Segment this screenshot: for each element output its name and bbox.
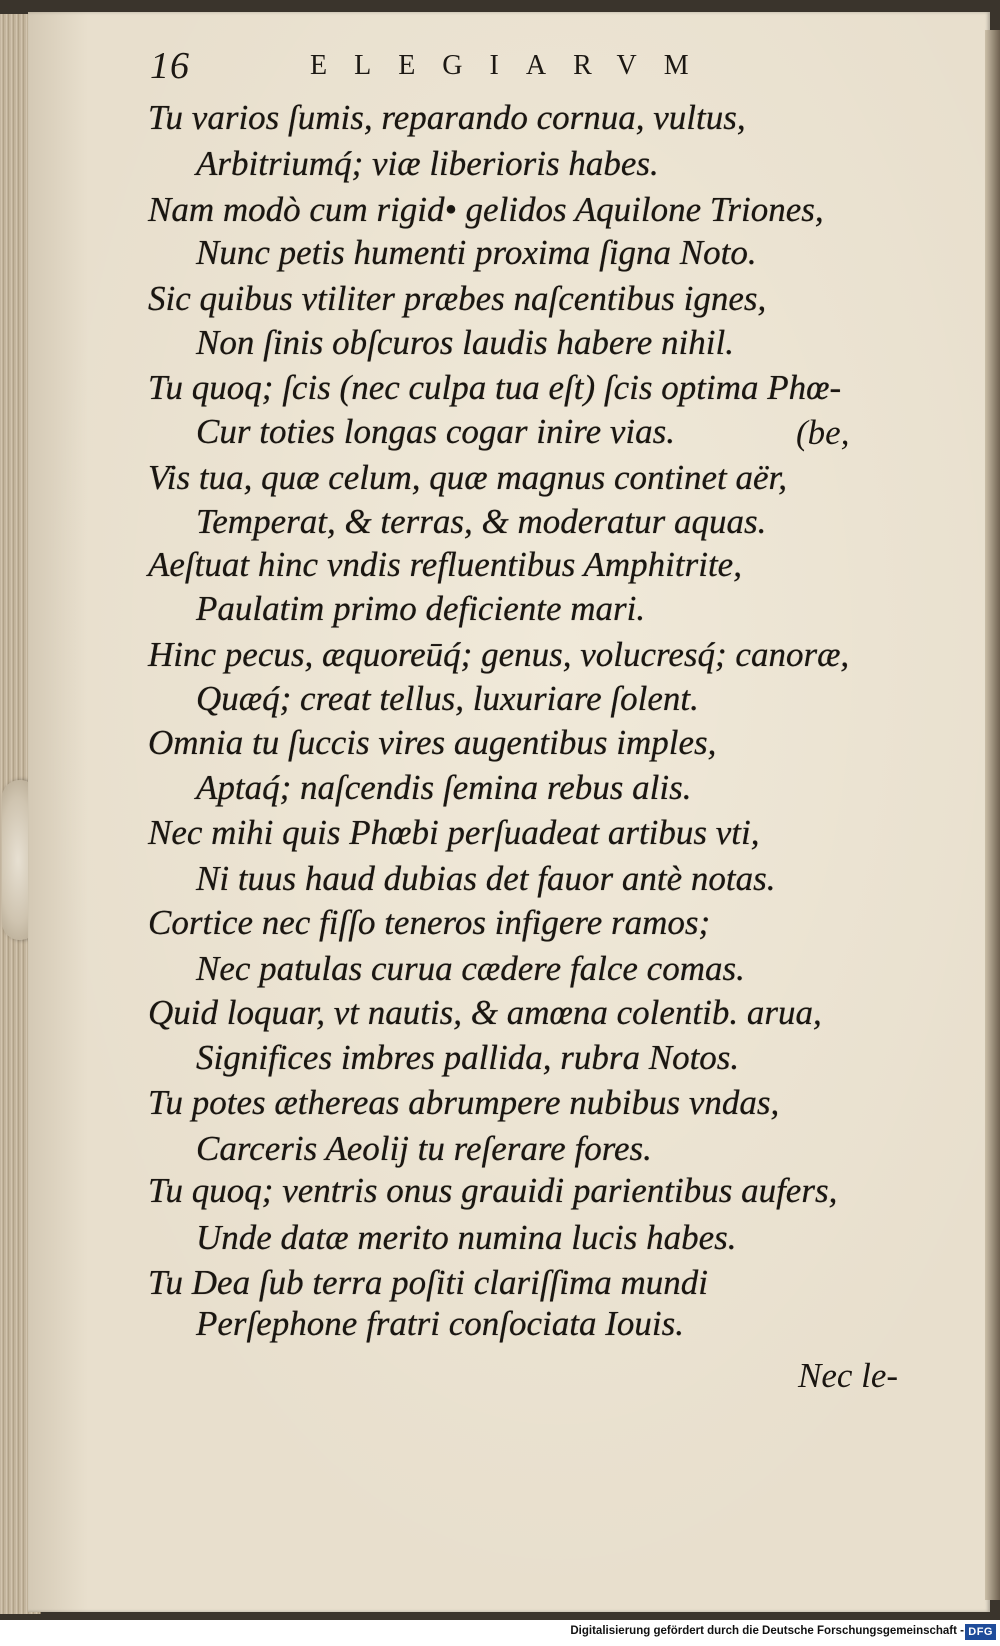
verse-line: Tu varios ſumis, reparando cornua, vultus, [148,98,746,137]
verse-line: Sic quibus vtiliter præbes naſcentibus ignes, [148,279,767,318]
verse-line: Cortice nec fiſſo teneros infigere ramos; [148,903,711,942]
verse-line: Aptaq́; naſcendis ſemina rebus alis. [196,768,692,807]
verse-line: Tu Dea ſub terra poſiti clariſſima mundi [148,1263,709,1302]
page-right-edge [985,30,1000,1600]
verse-line: Carceris Aeolij tu reſerare fores. [196,1129,652,1168]
verse-line: Tu quoq; ventris onus grauidi parientibus aufers, [148,1171,838,1210]
turnover-fragment: (be, [796,413,850,452]
dfg-logo-icon: DFG [965,1624,996,1640]
digitization-footer [0,1620,1000,1646]
verse-line: Nec mihi quis Phœbi perſuadeat artibus vti, [148,813,760,852]
verse-line: Cur toties longas cogar inire vias. [196,412,675,451]
verse-line: Quid loquar, vt nautis, & amœna colentib. arua, [148,993,822,1032]
verse-line: Tu potes æthereas abrumpere nubibus vndas, [148,1083,780,1122]
verse-line: Aeſtuat hinc vndis refluentibus Amphitrite, [148,545,742,584]
verse-line: Significes imbres pallida, rubra Notos. [196,1038,740,1077]
verse-line: Perſephone fratri conſociata Iouis. [196,1304,684,1343]
verse-line: Omnia tu ſuccis vires augentibus imples, [148,723,717,762]
verse-line: Unde datæ merito numina lucis habes. [196,1218,737,1257]
running-title: ELEGIARVM [310,50,716,81]
verse-line: Paulatim primo deficiente mari. [196,589,646,628]
verse-line: Hinc pecus, æquoreūq́; genus, volucresq́; canoræ, [148,635,850,674]
credit-text: Digitalisierung gefördert durch die Deutsche Forschungsgemeinschaft - [570,1625,964,1637]
verse-line: Tu quoq; ſcis (nec culpa tua eſt) ſcis optima Phœ- [148,368,842,407]
verse-line: Temperat, & terras, & moderatur aquas. [196,502,767,541]
verse-line: Vis tua, quæ celum, quæ magnus continet aër, [148,458,788,497]
verse-line: Nam modò cum rigid• gelidos Aquilone Triones, [148,190,824,229]
verse-line: Nunc petis humenti proxima ſigna Noto. [196,233,757,272]
verse-line: Arbitriumq́; viæ liberioris habes. [196,144,659,183]
catchword: Nec le- [798,1356,899,1395]
verse-line: Quæq́; creat tellus, luxuriare ſolent. [196,679,699,718]
verse-line: Nec patulas curua cædere falce comas. [196,949,745,988]
verse-line: Non ſinis obſcuros laudis habere nihil. [196,323,734,362]
verse-line: Ni tuus haud dubias det fauor antè notas. [196,859,776,898]
page-number: 16 [150,45,190,87]
